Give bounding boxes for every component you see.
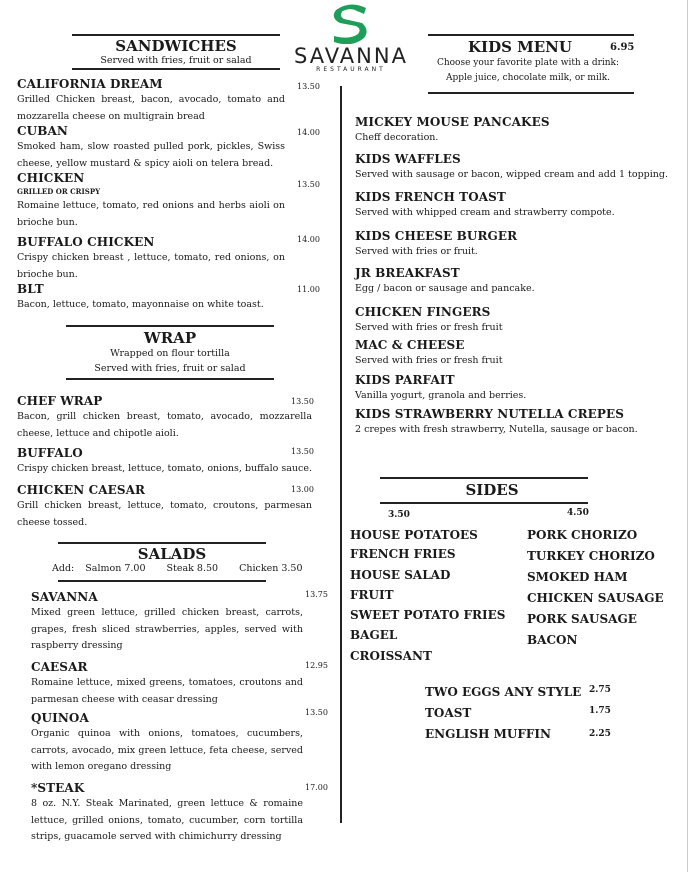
restaurant-logo <box>284 0 418 74</box>
side-item: SWEET POTATO FRIES <box>350 608 506 622</box>
add-option: Chicken 3.50 <box>239 563 303 574</box>
item-price: 13.00 <box>291 485 314 494</box>
item-name: QUINOA <box>31 711 89 725</box>
menu-item <box>355 190 675 222</box>
divider <box>58 542 266 544</box>
savanna-s-logo-icon <box>330 2 370 44</box>
divider <box>72 68 280 70</box>
item-note: GRILLED OR CRISPY <box>17 187 101 196</box>
divider <box>428 34 634 36</box>
extra-price: 2.75 <box>589 685 611 695</box>
item-desc: Bacon, grill chicken breast, tomato, avocado, mozzarella cheese, lettuce and chipotle aioli. <box>17 411 312 439</box>
page-edge <box>687 0 688 872</box>
item-desc: Cheff decoration. <box>355 132 439 143</box>
menu-item <box>355 266 675 298</box>
item-desc: Romaine lettuce, mixed greens, tomatoes, croutons and parmesan cheese with ceasar dressing <box>31 677 303 705</box>
menu-item <box>17 446 312 478</box>
menu-item <box>31 590 303 655</box>
item-name: KIDS CHEESE BURGER <box>355 229 518 243</box>
sides-right-price: 4.50 <box>567 508 589 518</box>
menu-item <box>355 152 675 184</box>
logo-name: SAVANNA <box>294 44 408 68</box>
item-name: KIDS WAFFLES <box>355 152 461 166</box>
item-desc: Romaine lettuce, tomato, red onions and herbs aioli on brioche bun. <box>17 200 285 228</box>
menu-item <box>17 124 285 172</box>
side-item: BACON <box>527 633 578 647</box>
menu-item <box>355 373 675 405</box>
extra-item: TOAST <box>425 706 472 720</box>
divider <box>58 580 266 582</box>
item-price: 12.95 <box>305 661 328 670</box>
item-name: CALIFORNIA DREAM <box>17 77 163 91</box>
wrap-title: WRAP <box>143 329 197 347</box>
item-name: KIDS STRAWBERRY NUTELLA CREPES <box>355 407 625 421</box>
side-item: FRENCH FRIES <box>350 547 456 561</box>
wrap-subtitle-1: Wrapped on flour tortilla <box>110 348 230 359</box>
kids-subtitle-1: Choose your favorite plate with a drink: <box>436 58 620 68</box>
item-name: CHICKEN <box>17 171 85 185</box>
item-desc: Served with sausage or bacon, wipped cream and add 1 topping. <box>355 169 669 180</box>
logo-sub: RESTAURANT <box>316 66 386 73</box>
item-price: 13.50 <box>291 447 314 456</box>
item-desc: Crispy chicken breast, lettuce, tomato, onions, buffalo sauce. <box>17 463 312 474</box>
item-desc: Served with fries or fruit. <box>355 246 478 257</box>
item-desc: Grill chicken breast, lettuce, tomato, croutons, parmesan cheese tossed. <box>17 500 312 528</box>
divider <box>72 34 280 36</box>
item-desc: Bacon, lettuce, tomato, mayonnaise on white toast. <box>17 299 264 310</box>
menu-item <box>355 407 675 439</box>
divider <box>66 378 274 380</box>
item-desc: Crispy chicken breast , lettuce, tomato, red onions, on brioche bun. <box>17 252 285 280</box>
side-item: FRUIT <box>350 588 394 602</box>
menu-item <box>355 305 675 337</box>
item-price: 11.00 <box>297 285 320 294</box>
item-desc: Smoked ham, slow roasted pulled pork, pickles, Swiss cheese, yellow mustard & spicy aioli on telera bread. <box>17 141 285 169</box>
column-divider <box>340 86 342 823</box>
divider <box>428 92 634 94</box>
menu-item <box>355 115 675 147</box>
item-price: 13.50 <box>297 82 320 91</box>
side-item: PORK CHORIZO <box>527 528 638 542</box>
item-desc: 2 crepes with fresh strawberry, Nutella, sausage or bacon. <box>355 424 638 435</box>
item-price: 13.50 <box>291 397 314 406</box>
item-price: 13.50 <box>305 708 328 717</box>
menu-item <box>17 282 285 314</box>
menu-item <box>355 229 675 261</box>
menu-item <box>17 77 285 125</box>
item-name: SAVANNA <box>31 590 98 604</box>
item-name: BLT <box>17 282 44 296</box>
menu-item <box>31 711 303 776</box>
item-name: CAESAR <box>31 660 88 674</box>
menu-item <box>17 483 312 531</box>
divider <box>66 325 274 327</box>
item-name: MICKEY MOUSE PANCAKES <box>355 115 550 129</box>
side-item: PORK SAUSAGE <box>527 612 637 626</box>
salads-title: SALADS <box>137 545 207 563</box>
side-item: SMOKED HAM <box>527 570 628 584</box>
kids-price: 6.95 <box>610 42 635 53</box>
item-desc: Mixed green lettuce, grilled chicken breast, carrots, grapes, fresh sliced strawberries, apples, served with raspberry dressing <box>31 607 303 651</box>
side-item: BAGEL <box>350 628 398 642</box>
menu-item <box>355 338 675 370</box>
item-name: CHEF WRAP <box>17 394 103 408</box>
item-price: 13.75 <box>305 590 328 599</box>
item-name: CHICKEN FINGERS <box>355 305 491 319</box>
item-desc: 8 oz. N.Y. Steak Marinated, green lettuce & romaine lettuce, grilled onions, tomato, cucumber, corn tortilla strips, guacamole served with chimichurry dressing <box>31 798 303 842</box>
menu-item <box>17 394 312 442</box>
add-label: Add: <box>52 563 75 574</box>
item-desc: Vanilla yogurt, granola and berries. <box>355 390 527 401</box>
add-option: Steak 8.50 <box>166 563 219 574</box>
sandwiches-subtitle: Served with fries, fruit or salad <box>100 55 252 66</box>
menu-item <box>31 660 303 708</box>
menu-item <box>17 171 285 231</box>
sides-left-price: 3.50 <box>388 510 410 520</box>
menu-item <box>17 235 285 283</box>
menu-item <box>31 781 303 846</box>
item-desc: Egg / bacon or sausage and pancake. <box>355 283 535 294</box>
item-name: JR BREAKFAST <box>355 266 460 280</box>
side-item: HOUSE SALAD <box>350 568 451 582</box>
item-name: KIDS PARFAIT <box>355 373 455 387</box>
item-name: KIDS FRENCH TOAST <box>355 190 506 204</box>
side-item: CROISSANT <box>350 649 432 663</box>
sandwiches-title: SANDWICHES <box>115 37 237 55</box>
item-name: CHICKEN CAESAR <box>17 483 146 497</box>
divider <box>380 477 588 479</box>
item-desc: Served with fries or fresh fruit <box>355 322 503 333</box>
item-name: BUFFALO <box>17 446 83 460</box>
item-price: 14.00 <box>297 235 320 244</box>
item-name: *STEAK <box>31 781 85 795</box>
side-item: TURKEY CHORIZO <box>527 549 655 563</box>
extra-price: 2.25 <box>589 729 611 739</box>
item-name: MAC & CHEESE <box>355 338 465 352</box>
item-price: 13.50 <box>297 180 320 189</box>
kids-subtitle-2: Apple juice, chocolate milk, or milk. <box>445 73 611 83</box>
item-price: 14.00 <box>297 128 320 137</box>
item-price: 17.00 <box>305 783 328 792</box>
item-desc: Served with whipped cream and strawberry compote. <box>355 207 615 218</box>
extra-price: 1.75 <box>589 706 611 716</box>
wrap-subtitle-2: Served with fries, fruit or salad <box>94 363 246 374</box>
item-desc: Organic quinoa with onions, tomatoes, cucumbers, carrots, avocado, mix green lettuce, feta cheese, served with lemon oregano dressing <box>31 728 303 772</box>
salads-add-row <box>52 563 303 574</box>
side-item: CHICKEN SAUSAGE <box>527 591 664 605</box>
item-name: CUBAN <box>17 124 68 138</box>
side-item: HOUSE POTATOES <box>350 528 478 542</box>
add-option: Salmon 7.00 <box>85 563 146 574</box>
item-name: BUFFALO CHICKEN <box>17 235 155 249</box>
item-desc: Served with fries or fresh fruit <box>355 355 503 366</box>
extra-item: ENGLISH MUFFIN <box>425 727 551 741</box>
item-desc: Grilled Chicken breast, bacon, avocado, tomato and mozzarella cheese on multigrain bread <box>17 94 285 122</box>
divider <box>380 502 588 504</box>
sides-title: SIDES <box>465 481 519 499</box>
extra-item: TWO EGGS ANY STYLE <box>425 685 582 699</box>
kids-title: KIDS MENU <box>468 38 572 56</box>
